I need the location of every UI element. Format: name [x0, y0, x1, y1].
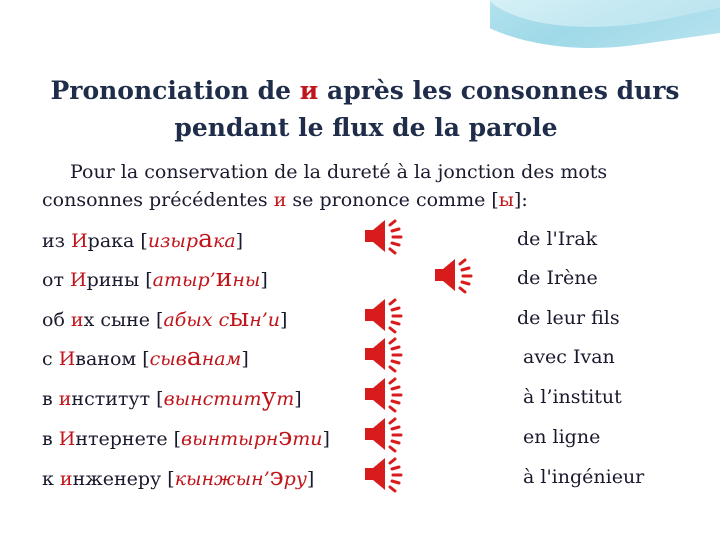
stressed-vowel: а — [198, 224, 213, 253]
russian-phrase: в институт [вынститут] — [42, 382, 302, 411]
stressed-vowel: э — [278, 422, 293, 451]
transcription: абых сын’и — [163, 303, 280, 332]
intro-line-1: Pour la conservation de la dureté à la jonction des mots — [70, 161, 608, 183]
speaker-icon[interactable] — [362, 334, 406, 374]
stressed-vowel: у — [261, 382, 277, 411]
speaker-icon[interactable] — [362, 216, 406, 256]
russian-phrase: в Интернете [вынтырнэти] — [42, 422, 330, 451]
example-row — [42, 261, 692, 295]
title-line-2: pendant le flux de la parole — [174, 113, 558, 142]
speaker-icon[interactable] — [432, 255, 476, 295]
stressed-vowel: а — [186, 342, 202, 371]
transcription: атыр’ины — [152, 263, 261, 292]
title-highlight-letter: и — [299, 76, 319, 105]
speaker-icon[interactable] — [362, 374, 406, 414]
russian-phrase: к инженеру [кынжын’эру] — [42, 462, 315, 491]
example-row — [42, 301, 692, 335]
transcription: вынтырнэти — [181, 422, 323, 451]
russian-phrase: с Иваном [сыванам] — [42, 342, 249, 371]
speaker-icon[interactable] — [362, 414, 406, 454]
russian-phrase: от Ирины [атыр’ины] — [42, 263, 268, 292]
stressed-vowel: и — [215, 263, 233, 292]
transcription: кынжын’эру — [174, 462, 307, 491]
intro-line-2: consonnes précédentes и se prononce comme [ы]: — [42, 189, 528, 211]
example-row — [42, 420, 692, 454]
french-translation: à l'ingénieur — [523, 466, 645, 488]
corner-decoration — [490, 0, 720, 60]
transcription: изырака — [147, 224, 236, 253]
russian-phrase: об их сыне [абых сын’и] — [42, 303, 288, 332]
example-row — [42, 222, 692, 256]
example-row — [42, 460, 692, 494]
example-row — [42, 380, 692, 414]
french-translation: à l’institut — [523, 386, 622, 408]
title-line-1: Prononciation de и après les consonnes durs — [50, 76, 680, 105]
transcription: вынститут — [163, 382, 295, 411]
example-row — [42, 340, 692, 374]
stressed-vowel: ы — [229, 303, 250, 332]
russian-phrase: из Ирака [изырака] — [42, 224, 244, 253]
speaker-icon[interactable] — [362, 295, 406, 335]
french-translation: avec Ivan — [523, 346, 615, 368]
stressed-vowel: э — [269, 462, 284, 491]
french-translation: de l'Irak — [517, 228, 598, 250]
french-translation: de leur fils — [517, 307, 620, 329]
slide-title — [0, 72, 720, 146]
transcription: сыванам — [149, 342, 242, 371]
speaker-icon[interactable] — [362, 454, 406, 494]
french-translation: en ligne — [523, 426, 601, 448]
intro-text — [42, 158, 692, 214]
french-translation: de Irène — [517, 267, 598, 289]
